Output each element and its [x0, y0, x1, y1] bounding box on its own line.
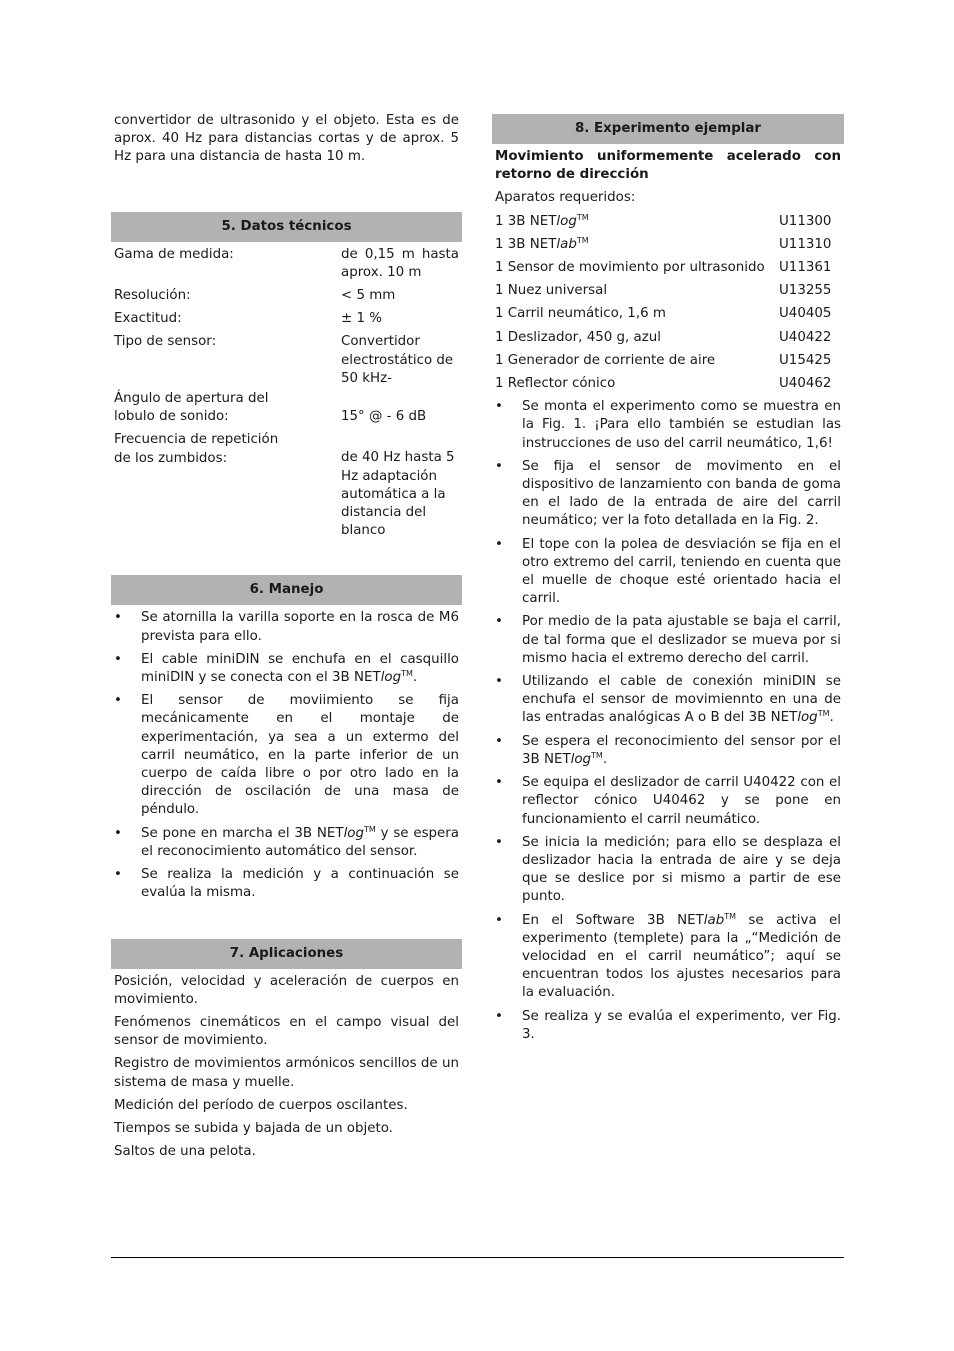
trademark: TM [576, 235, 589, 245]
equipment-code: U40422 [779, 329, 832, 345]
tech-value: < 5 mm [341, 288, 396, 304]
equipment-code: U40462 [779, 376, 832, 392]
applications [111, 973, 462, 1162]
tech-row [111, 310, 462, 328]
item-text: y se espera el reconocimiento automático del sensor. [141, 825, 460, 859]
item-text: Utilizando el cable de conexión miniDIN se enchufa el sensor de movimiennto en una de las entradas analógicas A o B del 3B NET [522, 674, 841, 726]
equipment-row [492, 282, 844, 300]
equipment-name [495, 213, 589, 231]
equipment-row [492, 236, 844, 254]
item-text: . [829, 710, 834, 726]
application-item: Tiempos se subida y bajada de un objeto. [114, 1120, 393, 1136]
equipment-list [492, 213, 844, 394]
item-text: El cable miniDIN se enchufa en el casquillo miniDIN y se conecta con el 3B NET [141, 651, 459, 686]
apparatus-label: Aparatos requeridos: [495, 190, 636, 206]
equipment-code: U15425 [779, 352, 832, 368]
intro-paragraph: convertidor de ultrasonido y el objeto. Esta es de aprox. 40 Hz para distancias cortas y de aprox. 5 Hz para una distancia de hasta 10 m. [114, 113, 459, 165]
item-italic: log [343, 825, 364, 841]
application-item: Registro de movimientos armónicos sencillos de un sistema de masa y muelle. [114, 1056, 459, 1090]
equipment-row [492, 259, 844, 277]
equipment-name [495, 236, 589, 254]
equipment-row [492, 329, 844, 347]
trademark: TM [576, 212, 589, 222]
list-item: • Se realiza y se evalúa el experimento, ver Fig. 3. [492, 1008, 844, 1044]
item-text: se activa el experimento (templete) para la „“Medición de velocidad en el carril neumático”; aquí se encuentran todos los ajustes necesarios para la evaluación. [522, 912, 841, 1001]
tech-label: Gama de medida: [114, 246, 234, 262]
equipment-row [492, 375, 844, 393]
section-7-header: 7. Aplicaciones [111, 939, 462, 969]
equipment-code: U13255 [779, 283, 832, 299]
list-item: • Se equipa el deslizador de carril U40422 con el reflector cónico U40462 y se pone en funcionamiento el carril neumático. [492, 774, 844, 829]
tech-row [111, 246, 462, 282]
equipment-name-text: 1 3B NET [495, 236, 557, 252]
equipment-name: 1 Sensor de movimiento por ultrasonido [495, 260, 765, 276]
section-8-header: 8. Experimento ejemplar [492, 114, 844, 144]
tech-row [111, 287, 462, 305]
list-item [492, 912, 844, 1003]
left-column [111, 112, 462, 1166]
item-italic: log [570, 751, 592, 767]
equipment-row [492, 305, 844, 323]
list-item: • Se atornilla la varilla soporte en la rosca de M6 prevista para ello. [111, 609, 462, 645]
tech-label: Frecuencia de repetición de los zumbidos: [114, 432, 279, 466]
equipment-name: 1 Generador de corriente de aire [495, 352, 716, 368]
equipment-name-italic: lab [556, 236, 577, 252]
list-item: • El tope con la polea de desviación se fija en el otro extremo del carril, teniendo en cuenta que el muelle de choque esté orientado hacia el carril. [492, 536, 844, 609]
section-6-header: 6. Manejo [111, 575, 462, 605]
experiment-steps [492, 398, 844, 1044]
tech-data-table [111, 246, 462, 541]
tech-label: Tipo de sensor: [114, 334, 217, 350]
application-item: Fenómenos cinemáticos en el campo visual del sensor de movimiento. [114, 1014, 459, 1049]
equipment-code: U11300 [779, 213, 832, 229]
equipment-code: U11310 [779, 236, 832, 252]
experiment-subtitle: Movimiento uniformemente acelerado con retorno de dirección [495, 149, 841, 183]
tech-row [111, 333, 462, 388]
equipment-name: 1 Deslizador, 450 g, azul [495, 329, 661, 345]
application-item: Saltos de una pelota. [114, 1144, 256, 1160]
equipment-name-text: 1 3B NET [495, 213, 557, 229]
tech-value: 15° @ - 6 dB [341, 409, 427, 425]
list-item [111, 825, 462, 861]
tech-value: ± 1 % [341, 311, 382, 327]
equipment-code: U11361 [779, 260, 832, 276]
list-item: • Se fija el sensor de movimento en el dispositivo de lanzamiento con banda de goma en el lado de la entrada de aire del carril neumático; ver la foto detallada en la Fig. 2. [492, 458, 844, 531]
trademark: TM [401, 669, 413, 679]
tech-value: de 40 Hz hasta 5 Hz adaptación automática a la distancia del blanco [341, 450, 455, 539]
list-item: • Se inicia la medición; para ello se desplaza el deslizador hacia la entrada de aire y se deja que se deslice por si mismo a partir de ese punto. [492, 834, 844, 907]
item-text: En el Software 3B NET [522, 912, 704, 928]
handling-list [111, 609, 462, 902]
item-text: . [602, 751, 608, 767]
list-item [492, 733, 844, 769]
tech-label: Exactitud: [114, 311, 182, 327]
item-text: . [412, 670, 418, 686]
tech-row [111, 431, 462, 540]
trademark: TM [591, 750, 603, 760]
list-item: • Por medio de la pata ajustable se baja el carril, de tal forma que el deslizador se mueva por si mismo hacia el extremo derecho del carril. [492, 613, 844, 668]
footer-divider [111, 1257, 844, 1258]
list-item [111, 651, 462, 687]
equipment-name: 1 Nuez universal [495, 283, 608, 299]
application-item: Posición, velocidad y aceleración de cuerpos en movimiento. [114, 973, 459, 1007]
equipment-name-italic: log [556, 213, 577, 229]
item-italic: log [380, 670, 402, 686]
list-item: • Se realiza la medición y a continuación se evalúa la misma. [111, 866, 462, 902]
application-item: Medición del período de cuerpos oscilantes. [114, 1097, 408, 1113]
tech-value: Convertidor electrostático de 50 kHz- [341, 334, 454, 386]
item-italic: lab [703, 912, 725, 928]
list-item: • El sensor de moviimiento se fija mecánicamente en el montaje de experimentación, ya sea a un extermo del carril neumático, en la parte inferior de un cuerpo de caída libre o por otro lado en la dirección de oscilación de una masa de péndulo. [111, 692, 462, 819]
item-text: Se espera el reconocimiento del sensor por el 3B NET [522, 733, 841, 767]
item-text: Se pone en marcha el 3B NET [141, 825, 344, 841]
equipment-row [492, 213, 844, 231]
tech-value: de 0,15 m hasta aprox. 10 m [341, 246, 459, 280]
trademark: TM [363, 824, 376, 834]
right-column [492, 114, 844, 1049]
tech-label: Resolución: [114, 288, 191, 304]
section-5-header: 5. Datos técnicos [111, 212, 462, 242]
tech-label: Ángulo de apertura del lobulo de sonido: [114, 391, 269, 425]
equipment-name: 1 Reflector cónico [495, 376, 616, 392]
equipment-row [492, 352, 844, 370]
list-item [492, 673, 844, 728]
equipment-code: U40405 [779, 306, 832, 322]
equipment-name: 1 Carril neumático, 1,6 m [495, 306, 666, 322]
item-italic: log [797, 710, 818, 726]
tech-row [111, 390, 462, 426]
trademark: TM [817, 709, 830, 719]
list-item: • Se monta el experimento como se muestra en la Fig. 1. ¡Para ello también se estudian las instrucciones de uso del carril neumático, 1,6! [492, 398, 844, 453]
trademark: TM [724, 911, 737, 921]
